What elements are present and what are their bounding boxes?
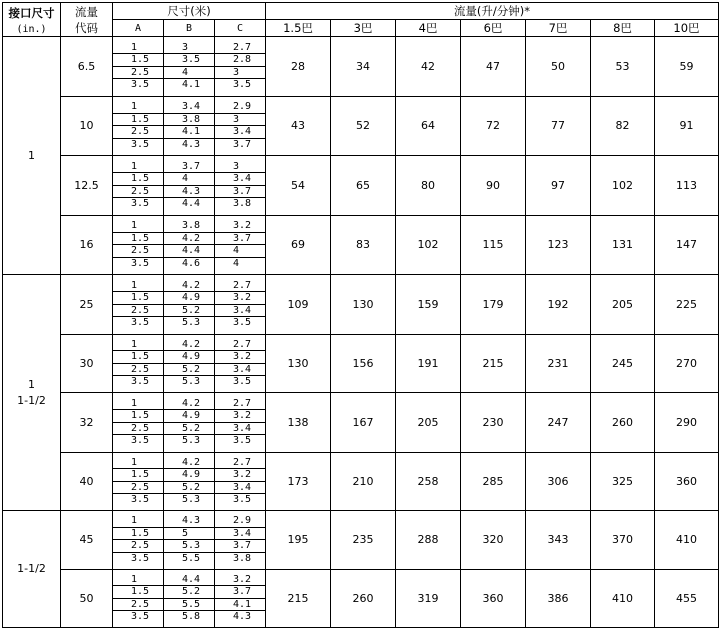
dimension-value: 3.4	[215, 126, 265, 139]
flow-value-cell: 270	[655, 334, 719, 393]
dimension-c-cell	[215, 275, 266, 335]
dimension-col-header: C	[215, 20, 266, 37]
dimension-value: 4	[164, 67, 214, 80]
flow-value-cell: 360	[655, 452, 719, 511]
dimension-value: 4.3	[164, 186, 214, 199]
flow-value-cell: 260	[331, 569, 396, 628]
dimension-value: 1	[113, 101, 163, 114]
flow-code-header	[61, 3, 113, 37]
flow-value-cell: 343	[526, 511, 591, 570]
flow-value-cell: 285	[461, 452, 526, 511]
pressure-col-header: 10巴	[655, 20, 719, 37]
dimension-value: 3.4	[215, 423, 265, 436]
connection-size-value: 1-1/2	[17, 393, 46, 407]
connection-size-cell	[3, 37, 61, 275]
dimension-value: 3.5	[233, 79, 252, 91]
connection-size-value: 1	[28, 148, 35, 162]
flow-value-cell: 130	[266, 334, 331, 393]
dimension-value: 3.7	[215, 540, 265, 553]
dimension-value: 4.2	[164, 280, 214, 293]
dimension-b-cell	[164, 215, 215, 275]
header-row-1	[3, 3, 719, 20]
dimension-value: 5.3	[164, 540, 214, 553]
flow-value-cell: 230	[461, 393, 526, 453]
flow-value-cell: 410	[655, 511, 719, 570]
dimension-value: 4.1	[182, 79, 201, 91]
dimension-value: 4.3	[164, 515, 214, 528]
dimension-c-cell	[215, 37, 266, 97]
dimension-value: 3.7	[233, 138, 252, 150]
dimension-value: 4.3	[233, 611, 252, 623]
flow-value-cell: 225	[655, 275, 719, 335]
flow-value-cell: 138	[266, 393, 331, 453]
dimension-value: 3.5	[233, 317, 252, 329]
dimension-value: 3.5	[131, 79, 150, 91]
connection-size-header	[3, 3, 61, 37]
flow-value-cell: 247	[526, 393, 591, 453]
flow-value-cell: 386	[526, 569, 591, 628]
dimension-value: 1.5	[113, 292, 163, 305]
pressure-col-header: 1.5巴	[266, 20, 331, 37]
dimension-value: 2.7	[215, 42, 265, 55]
table-row	[3, 96, 719, 156]
dimension-c-cell	[215, 215, 266, 275]
dimension-a-cell	[113, 393, 164, 453]
connection-size-cell	[3, 511, 61, 628]
table-row	[3, 37, 719, 97]
dimension-value: 5.2	[164, 305, 214, 318]
dimension-value: 1.5	[113, 528, 163, 541]
flow-value-cell: 28	[266, 37, 331, 97]
flow-value-cell: 115	[461, 215, 526, 275]
dimension-value: 3.2	[215, 469, 265, 482]
dimension-value: 3.5	[131, 611, 150, 623]
dimension-value: 3.2	[215, 351, 265, 364]
dimension-a-cell	[113, 215, 164, 275]
flow-code-cell: 12.5	[61, 156, 113, 216]
dimension-value: 5.3	[182, 435, 201, 447]
dimension-value: 2.7	[215, 457, 265, 470]
flow-value-cell: 123	[526, 215, 591, 275]
flow-value-cell: 205	[396, 393, 461, 453]
dimension-b-cell	[164, 275, 215, 335]
dimension-value: 2.7	[215, 398, 265, 411]
flow-value-cell: 173	[266, 452, 331, 511]
dimension-value: 3.8	[164, 114, 214, 127]
table-row	[3, 275, 719, 335]
dimension-a-cell	[113, 452, 164, 511]
dimension-value: 2.5	[113, 423, 163, 436]
dimension-value: 1.5	[113, 586, 163, 599]
dimension-value: 5.2	[164, 423, 214, 436]
dimension-value: 3.4	[215, 528, 265, 541]
connection-size-unit: (in.)	[16, 23, 47, 35]
dimension-value: 3.5	[131, 198, 150, 210]
dimension-value: 3.2	[215, 220, 265, 233]
dimension-value: 3.7	[164, 161, 214, 174]
dimension-b-cell	[164, 334, 215, 393]
flow-code-cell: 45	[61, 511, 113, 570]
dimension-value: 2.5	[113, 126, 163, 139]
table-row	[3, 156, 719, 216]
dimension-value: 3.5	[233, 376, 252, 388]
dimension-value: 3.5	[131, 317, 150, 329]
dimension-c-cell	[215, 156, 266, 216]
flow-code-cell: 40	[61, 452, 113, 511]
dimension-value: 1	[113, 220, 163, 233]
flow-value-cell: 215	[266, 569, 331, 628]
dimension-value: 3.2	[215, 292, 265, 305]
dimension-value: 5	[164, 528, 214, 541]
dimension-c-cell	[215, 452, 266, 511]
dimension-a-cell	[113, 37, 164, 97]
dimension-value: 2.9	[215, 101, 265, 114]
flow-value-cell: 325	[591, 452, 655, 511]
dimension-value: 4	[233, 257, 240, 269]
flow-rate-header: 流量(升/分钟)*	[266, 3, 719, 20]
dimension-value: 3.2	[215, 410, 265, 423]
dimension-value: 2.5	[113, 245, 163, 258]
dimension-b-cell	[164, 452, 215, 511]
dimension-value: 1	[113, 574, 163, 587]
connection-size-cell	[3, 275, 61, 511]
dimension-c-cell	[215, 569, 266, 628]
dimension-value: 2.5	[113, 540, 163, 553]
flow-code-cell: 6.5	[61, 37, 113, 97]
dimension-value: 1.5	[113, 114, 163, 127]
flow-value-cell: 64	[396, 96, 461, 156]
dimension-b-cell	[164, 569, 215, 628]
flow-value-cell: 52	[331, 96, 396, 156]
dimension-value: 3	[215, 67, 265, 80]
dimension-value: 3.4	[164, 101, 214, 114]
dimension-a-cell	[113, 275, 164, 335]
dimension-value: 4	[164, 173, 214, 186]
flow-value-cell: 34	[331, 37, 396, 97]
dimension-value: 3.5	[131, 376, 150, 388]
connection-size-label: 接口尺寸	[8, 5, 55, 20]
dimension-value: 3.5	[131, 138, 150, 150]
dimension-value: 2.5	[113, 482, 163, 495]
dimension-value: 4.4	[182, 198, 201, 210]
dimension-value: 4.3	[182, 138, 201, 150]
dimension-a-cell	[113, 156, 164, 216]
dimension-value: 5.5	[164, 599, 214, 612]
dimension-value: 4.9	[164, 410, 214, 423]
dimension-value: 3.5	[233, 435, 252, 447]
flow-code-label-line2: 代码	[75, 20, 98, 35]
dimension-value: 1	[113, 457, 163, 470]
table-body	[3, 37, 719, 628]
dimension-value: 2.5	[113, 186, 163, 199]
dimension-value: 5.3	[182, 317, 201, 329]
dimension-value: 1	[113, 161, 163, 174]
dimension-value: 5.3	[182, 376, 201, 388]
dimension-value: 2.7	[215, 280, 265, 293]
flow-value-cell: 167	[331, 393, 396, 453]
dimension-value: 2.5	[113, 599, 163, 612]
flow-value-cell: 54	[266, 156, 331, 216]
dimension-col-header: B	[164, 20, 215, 37]
pressure-col-header: 8巴	[591, 20, 655, 37]
flow-value-cell: 91	[655, 96, 719, 156]
connection-size-value: 1	[28, 377, 35, 391]
flow-value-cell: 97	[526, 156, 591, 216]
flow-value-cell: 43	[266, 96, 331, 156]
dimension-value: 4.1	[164, 126, 214, 139]
flow-value-cell: 90	[461, 156, 526, 216]
flow-value-cell: 83	[331, 215, 396, 275]
dimension-value: 4.4	[164, 245, 214, 258]
dimension-value: 4	[215, 245, 265, 258]
dimension-value: 2.9	[215, 515, 265, 528]
pressure-col-header: 3巴	[331, 20, 396, 37]
dimension-value: 4.2	[164, 339, 214, 352]
dimension-value: 3	[164, 42, 214, 55]
dimension-value: 1.5	[113, 469, 163, 482]
dimension-b-cell	[164, 393, 215, 453]
dimension-value: 3.5	[131, 257, 150, 269]
flow-value-cell: 320	[461, 511, 526, 570]
dimension-value: 3.2	[215, 574, 265, 587]
flow-value-cell: 65	[331, 156, 396, 216]
dimension-value: 4.9	[164, 469, 214, 482]
dimension-value: 3.5	[131, 494, 150, 506]
flow-value-cell: 50	[526, 37, 591, 97]
dimension-col-header: A	[113, 20, 164, 37]
dimension-value: 5.5	[182, 552, 201, 564]
dimension-value: 3.7	[215, 186, 265, 199]
dimension-value: 5.2	[164, 586, 214, 599]
flow-code-cell: 25	[61, 275, 113, 335]
flow-value-cell: 130	[331, 275, 396, 335]
flow-value-cell: 113	[655, 156, 719, 216]
dimension-value: 1.5	[113, 233, 163, 246]
dimension-value: 1	[113, 398, 163, 411]
dimension-b-cell	[164, 511, 215, 570]
dimension-value: 4.4	[164, 574, 214, 587]
dimension-value: 4.2	[164, 233, 214, 246]
dimensions-header: 尺寸(米)	[113, 3, 266, 20]
dimension-c-cell	[215, 393, 266, 453]
flow-value-cell: 319	[396, 569, 461, 628]
flow-value-cell: 102	[591, 156, 655, 216]
dimension-value: 2.7	[215, 339, 265, 352]
table-row	[3, 393, 719, 453]
dimension-value: 3.5	[131, 435, 150, 447]
nozzle-flow-table	[2, 2, 719, 628]
dimension-c-cell	[215, 334, 266, 393]
dimension-value: 5.2	[164, 364, 214, 377]
dimension-c-cell	[215, 96, 266, 156]
dimension-value: 4.6	[182, 257, 201, 269]
table-row	[3, 452, 719, 511]
flow-value-cell: 360	[461, 569, 526, 628]
flow-value-cell: 258	[396, 452, 461, 511]
flow-value-cell: 195	[266, 511, 331, 570]
pressure-col-header: 6巴	[461, 20, 526, 37]
dimension-value: 3.7	[215, 233, 265, 246]
flow-value-cell: 192	[526, 275, 591, 335]
dimension-value: 5.3	[182, 494, 201, 506]
flow-code-cell: 50	[61, 569, 113, 628]
flow-value-cell: 231	[526, 334, 591, 393]
dimension-value: 1.5	[113, 173, 163, 186]
table-row	[3, 334, 719, 393]
table-row	[3, 511, 719, 570]
dimension-value: 1	[113, 515, 163, 528]
flow-value-cell: 131	[591, 215, 655, 275]
pressure-col-header: 7巴	[526, 20, 591, 37]
flow-value-cell: 59	[655, 37, 719, 97]
dimension-value: 3.8	[164, 220, 214, 233]
flow-code-cell: 10	[61, 96, 113, 156]
flow-value-cell: 210	[331, 452, 396, 511]
dimension-value: 3.4	[215, 173, 265, 186]
dimension-value: 1.5	[113, 54, 163, 67]
flow-value-cell: 53	[591, 37, 655, 97]
dimension-value: 1	[113, 339, 163, 352]
flow-value-cell: 290	[655, 393, 719, 453]
connection-size-value: 1-1/2	[17, 562, 46, 575]
dimension-value: 1	[113, 280, 163, 293]
flow-value-cell: 306	[526, 452, 591, 511]
flow-value-cell: 455	[655, 569, 719, 628]
flow-value-cell: 82	[591, 96, 655, 156]
dimension-value: 3.8	[233, 198, 252, 210]
dimension-value: 3.8	[233, 552, 252, 564]
flow-code-cell: 32	[61, 393, 113, 453]
dimension-value: 3	[215, 161, 265, 174]
dimension-value: 5.8	[182, 611, 201, 623]
dimension-value: 3.5	[164, 54, 214, 67]
dimension-value: 4.1	[215, 599, 265, 612]
dimension-b-cell	[164, 156, 215, 216]
dimension-value: 1	[113, 42, 163, 55]
table-row	[3, 215, 719, 275]
flow-code-cell: 30	[61, 334, 113, 393]
flow-value-cell: 47	[461, 37, 526, 97]
table-row	[3, 569, 719, 628]
dimension-value: 2.5	[113, 364, 163, 377]
dimension-value: 5.2	[164, 482, 214, 495]
pressure-col-header: 4巴	[396, 20, 461, 37]
dimension-value: 3.4	[215, 364, 265, 377]
flow-code-cell: 16	[61, 215, 113, 275]
dimension-value: 3.4	[215, 305, 265, 318]
dimension-value: 4.2	[164, 457, 214, 470]
flow-value-cell: 370	[591, 511, 655, 570]
dimension-b-cell	[164, 96, 215, 156]
dimension-a-cell	[113, 511, 164, 570]
dimension-a-cell	[113, 569, 164, 628]
dimension-b-cell	[164, 37, 215, 97]
flow-value-cell: 215	[461, 334, 526, 393]
flow-value-cell: 179	[461, 275, 526, 335]
dimension-a-cell	[113, 96, 164, 156]
dimension-value: 3.4	[215, 482, 265, 495]
dimension-value: 3.7	[215, 586, 265, 599]
dimension-value: 2.5	[113, 305, 163, 318]
dimension-c-cell	[215, 511, 266, 570]
dimension-value: 3.5	[233, 494, 252, 506]
flow-value-cell: 77	[526, 96, 591, 156]
dimension-value: 1.5	[113, 410, 163, 423]
flow-value-cell: 42	[396, 37, 461, 97]
dimension-value: 2.5	[113, 67, 163, 80]
dimension-value: 4.9	[164, 292, 214, 305]
flow-value-cell: 235	[331, 511, 396, 570]
dimension-value: 1.5	[113, 351, 163, 364]
flow-value-cell: 156	[331, 334, 396, 393]
flow-value-cell: 159	[396, 275, 461, 335]
flow-code-label-line1: 流量	[75, 4, 98, 19]
flow-value-cell: 191	[396, 334, 461, 393]
flow-value-cell: 72	[461, 96, 526, 156]
flow-value-cell: 109	[266, 275, 331, 335]
dimension-value: 3	[215, 114, 265, 127]
flow-value-cell: 410	[591, 569, 655, 628]
flow-value-cell: 147	[655, 215, 719, 275]
dimension-value: 3.5	[131, 552, 150, 564]
flow-value-cell: 205	[591, 275, 655, 335]
dimension-value: 2.8	[215, 54, 265, 67]
dimension-value: 4.9	[164, 351, 214, 364]
flow-value-cell: 288	[396, 511, 461, 570]
flow-value-cell: 260	[591, 393, 655, 453]
flow-value-cell: 80	[396, 156, 461, 216]
flow-value-cell: 69	[266, 215, 331, 275]
flow-value-cell: 102	[396, 215, 461, 275]
dimension-a-cell	[113, 334, 164, 393]
dimension-value: 4.2	[164, 398, 214, 411]
flow-value-cell: 245	[591, 334, 655, 393]
